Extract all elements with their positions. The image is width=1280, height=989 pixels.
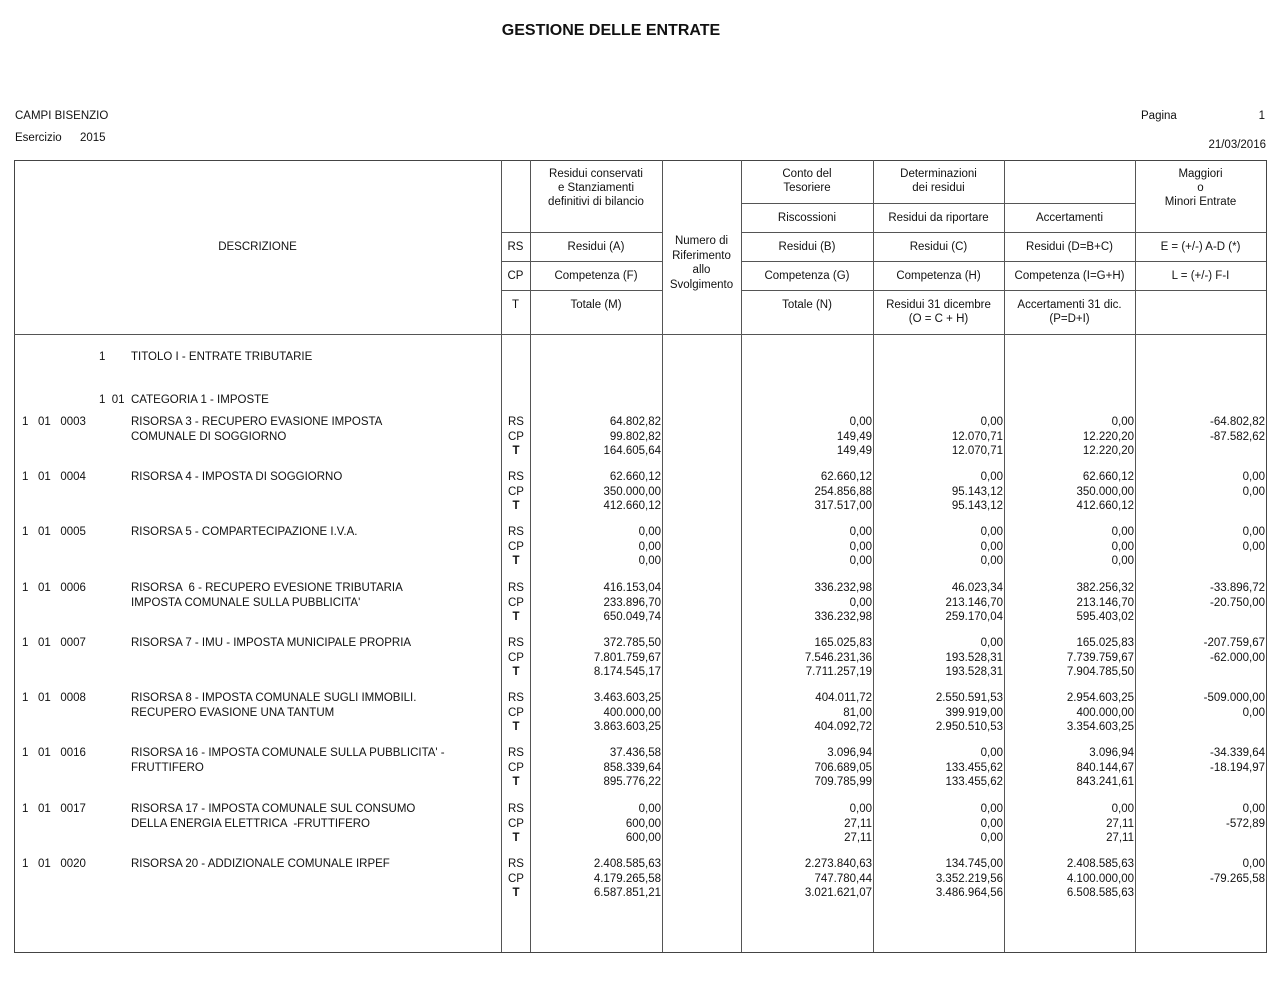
value-d-cp: 213.146,70: [1076, 596, 1134, 609]
value-a-t: 650.049,74: [603, 611, 661, 623]
risorsa-code: 1 01 0007: [22, 637, 86, 649]
value-a-t: 412.660,12: [603, 500, 661, 512]
header-col-d-t: Accertamenti 31 dic. (P=D+I): [1017, 299, 1122, 325]
value-b-cp: 149,49: [836, 430, 872, 443]
value-b-t: 149,49: [836, 445, 872, 457]
value-a-rs: 3.463.603,25: [593, 692, 661, 704]
value-b-t: 709.785,99: [814, 776, 872, 788]
risorsa-description: RISORSA 4 - IMPOSTA DI SOGGIORNO: [131, 471, 343, 483]
value-a-rs: 372.785,50: [603, 637, 661, 649]
row-type-t: T: [512, 445, 520, 457]
row-type-cp: CP: [508, 430, 524, 443]
header-col-e-group: Maggiori o Minori Entrate: [1164, 168, 1237, 208]
value-a-cp: 99.802,82: [609, 430, 661, 443]
risorsa-description: RISORSA 5 - COMPARTECIPAZIONE I.V.A.: [131, 526, 358, 538]
value-d-t: 27,11: [1106, 832, 1134, 844]
value-b-t: 336.232,98: [814, 611, 872, 623]
value-c-cp: 193.528,31: [945, 651, 1003, 664]
risorsa-code: 1 01 0016: [22, 747, 86, 759]
value-e-rs: 0,00: [1242, 471, 1265, 483]
row-type-rs: RS: [508, 471, 524, 483]
value-b-rs: 2.273.840,63: [804, 858, 872, 870]
header-col-c-t: Residui 31 dicembre (O = C + H): [886, 299, 991, 325]
value-c-t: 0,00: [980, 832, 1003, 844]
value-b-cp: 27,11: [844, 817, 872, 830]
titolo-label: TITOLO I - ENTRATE TRIBUTARIE: [131, 351, 313, 363]
header-line: [741, 290, 1266, 291]
risorsa-code: 1 01 0020: [22, 858, 86, 870]
header-bottom-line: [14, 334, 1266, 335]
value-b-rs: 404.011,72: [815, 692, 872, 704]
value-a-rs: 64.802,82: [609, 416, 661, 428]
row-type-cp: CP: [508, 540, 524, 553]
value-e-rs: -207.759,67: [1203, 637, 1265, 649]
header-col-b-sub: Riscossioni: [777, 212, 837, 224]
titolo-code: 1: [99, 351, 106, 363]
value-d-t: 412.660,12: [1076, 500, 1134, 512]
value-a-t: 3.863.603,25: [593, 721, 661, 733]
risorsa-code: 1 01 0006: [22, 582, 86, 594]
value-b-rs: 62.660,12: [820, 471, 872, 483]
report-date: 21/03/2016: [1208, 139, 1266, 151]
value-b-rs: 336.232,98: [814, 582, 872, 594]
header-col-d-cp: Competenza (I=G+H): [1014, 270, 1125, 282]
value-c-t: 95.143,12: [951, 500, 1003, 512]
value-d-cp: 0,00: [1111, 540, 1134, 553]
value-a-rs: 62.660,12: [609, 471, 661, 483]
risorsa-description: COMUNALE DI SOGGIORNO: [131, 430, 287, 443]
value-c-cp: 213.146,70: [945, 596, 1003, 609]
row-type-t: T: [512, 721, 520, 733]
value-d-rs: 2.408.585,63: [1066, 858, 1134, 870]
value-c-t: 133.455,62: [945, 776, 1003, 788]
entity-name: CAMPI BISENZIO: [15, 110, 109, 122]
row-type-rs: RS: [508, 637, 524, 649]
header-line: [501, 261, 662, 262]
header-rs: RS: [507, 241, 524, 253]
header-col-d-sub: Accertamenti: [1035, 212, 1104, 224]
value-a-cp: 858.339,64: [603, 761, 661, 774]
header-col-c-cp: Competenza (H): [896, 270, 981, 282]
value-c-rs: 0,00: [980, 416, 1003, 428]
value-e-rs: -33.896,72: [1210, 582, 1265, 594]
value-e-cp: -62.000,00: [1210, 651, 1265, 664]
value-c-rs: 0,00: [980, 471, 1003, 483]
value-c-cp: 0,00: [980, 817, 1003, 830]
risorsa-description: FRUTTIFERO: [131, 761, 204, 774]
value-a-rs: 2.408.585,63: [593, 858, 661, 870]
value-c-cp: 12.070,71: [951, 430, 1003, 443]
value-b-t: 7.711.257,19: [805, 666, 872, 678]
value-e-rs: 0,00: [1242, 526, 1265, 538]
value-c-rs: 0,00: [980, 526, 1003, 538]
risorsa-code: 1 01 0017: [22, 803, 86, 815]
header-t: T: [511, 299, 520, 311]
value-c-cp: 399.919,00: [945, 706, 1003, 719]
value-c-cp: 0,00: [980, 540, 1003, 553]
row-type-rs: RS: [508, 526, 524, 538]
value-b-t: 27,11: [844, 832, 872, 844]
value-d-rs: 165.025,83: [1076, 637, 1134, 649]
header-col-a-group: Residui conservati e Stanziamenti definitivi di bilancio: [548, 168, 644, 208]
value-e-cp: -20.750,00: [1210, 596, 1265, 609]
row-type-cp: CP: [508, 817, 524, 830]
value-c-t: 0,00: [980, 555, 1003, 567]
value-a-rs: 37.436,58: [609, 747, 661, 759]
value-c-rs: 2.550.591,53: [935, 692, 1003, 704]
value-a-rs: 0,00: [638, 803, 661, 815]
value-a-rs: 0,00: [638, 526, 661, 538]
row-type-t: T: [512, 611, 520, 623]
categoria-code: 1 01: [99, 394, 125, 406]
value-a-cp: 7.801.759,67: [593, 651, 661, 664]
value-e-cp: 0,00: [1242, 485, 1265, 498]
esercizio-label: Esercizio: [15, 132, 62, 144]
value-a-t: 600,00: [625, 832, 661, 844]
row-type-rs: RS: [508, 582, 524, 594]
categoria-label: CATEGORIA 1 - IMPOSTE: [131, 394, 269, 406]
value-d-t: 0,00: [1111, 555, 1134, 567]
risorsa-description: DELLA ENERGIA ELETTRICA -FRUTTIFERO: [131, 817, 370, 830]
row-type-rs: RS: [508, 858, 524, 870]
header-line: [501, 290, 662, 291]
value-a-cp: 400.000,00: [603, 706, 661, 719]
value-b-rs: 0,00: [849, 526, 872, 538]
value-d-t: 7.904.785,50: [1066, 666, 1134, 678]
value-c-cp: 133.455,62: [945, 761, 1003, 774]
value-d-rs: 0,00: [1111, 526, 1134, 538]
value-c-t: 193.528,31: [945, 666, 1003, 678]
value-e-cp: -18.194,97: [1210, 761, 1265, 774]
risorsa-description: RISORSA 7 - IMU - IMPOSTA MUNICIPALE PROPRIA: [131, 637, 412, 649]
risorsa-description: IMPOSTA COMUNALE SULLA PUBBLICITA': [131, 596, 361, 609]
value-d-t: 6.508.585,63: [1066, 887, 1134, 899]
header-line: [501, 232, 662, 233]
value-e-cp: 0,00: [1242, 540, 1265, 553]
header-col-a-cp: Competenza (F): [554, 270, 638, 282]
risorsa-code: 1 01 0003: [22, 416, 86, 428]
risorsa-description: RISORSA 6 - RECUPERO EVESIONE TRIBUTARIA: [131, 582, 403, 594]
value-d-cp: 840.144,67: [1076, 761, 1134, 774]
value-d-cp: 12.220,20: [1082, 430, 1134, 443]
value-b-t: 317.517,00: [814, 500, 872, 512]
row-type-cp: CP: [508, 651, 524, 664]
row-type-t: T: [512, 832, 520, 844]
row-type-rs: RS: [508, 747, 524, 759]
page-label: Pagina: [1141, 110, 1177, 122]
value-e-cp: 0,00: [1242, 706, 1265, 719]
value-a-t: 895.776,22: [603, 776, 661, 788]
value-d-rs: 3.096,94: [1089, 747, 1134, 759]
row-type-cp: CP: [508, 706, 524, 719]
header-cp: CP: [507, 270, 524, 282]
risorsa-description: RISORSA 8 - IMPOSTA COMUNALE SUGLI IMMOBILI.: [131, 692, 417, 704]
value-a-t: 0,00: [638, 555, 661, 567]
header-col-b-group: Conto del Tesoriere: [782, 168, 832, 194]
header-col-b-cp: Competenza (G): [764, 270, 850, 282]
value-b-rs: 165.025,83: [814, 637, 872, 649]
header-col-a-rs: Residui (A): [567, 241, 625, 253]
value-c-t: 259.170,04: [945, 611, 1003, 623]
value-d-t: 595.403,02: [1076, 611, 1134, 623]
value-e-rs: -509.000,00: [1203, 692, 1265, 704]
row-type-t: T: [512, 555, 520, 567]
value-e-rs: 0,00: [1242, 858, 1265, 870]
value-b-rs: 0,00: [849, 803, 872, 815]
row-type-t: T: [512, 776, 520, 788]
value-b-t: 404.092,72: [814, 721, 872, 733]
row-type-cp: CP: [508, 596, 524, 609]
value-a-cp: 350.000,00: [603, 485, 661, 498]
row-type-t: T: [512, 887, 520, 899]
value-e-cp: -572,89: [1225, 817, 1265, 830]
value-d-rs: 0,00: [1111, 803, 1134, 815]
value-c-t: 2.950.510,53: [935, 721, 1003, 733]
value-c-rs: 46.023,34: [951, 582, 1003, 594]
header-col-c-sub: Residui da riportare: [888, 212, 989, 224]
header-line: [741, 232, 1266, 233]
value-d-rs: 382.256,32: [1076, 582, 1134, 594]
header-col-d-rs: Residui (D=B+C): [1026, 241, 1113, 253]
header-col-a-t: Totale (M): [570, 299, 622, 311]
row-type-cp: CP: [508, 872, 524, 885]
value-b-t: 3.021.621,07: [804, 887, 872, 899]
value-e-rs: 0,00: [1242, 803, 1265, 815]
value-a-t: 164.605,64: [603, 445, 661, 457]
value-a-cp: 0,00: [638, 540, 661, 553]
value-b-cp: 81,00: [843, 706, 872, 719]
header-col-c-group: Determinazioni dei residui: [900, 168, 977, 194]
value-b-cp: 706.689,05: [814, 761, 872, 774]
value-e-rs: -64.802,82: [1210, 416, 1265, 428]
value-e-rs: -34.339,64: [1210, 747, 1265, 759]
value-d-rs: 62.660,12: [1082, 471, 1134, 483]
value-a-t: 8.174.545,17: [593, 666, 661, 678]
value-c-cp: 95.143,12: [951, 485, 1003, 498]
esercizio-value: 2015: [80, 132, 106, 144]
header-col-b-rs: Residui (B): [778, 241, 836, 253]
value-a-cp: 233.896,70: [603, 596, 661, 609]
value-d-t: 12.220,20: [1082, 445, 1134, 457]
value-b-cp: 7.546.231,36: [804, 651, 872, 664]
value-d-cp: 400.000,00: [1076, 706, 1134, 719]
value-b-cp: 0,00: [849, 596, 872, 609]
value-a-cp: 4.179.265,58: [593, 872, 661, 885]
risorsa-description: RISORSA 16 - IMPOSTA COMUNALE SULLA PUBBLICITA' -: [131, 747, 445, 759]
header-line: [741, 261, 1266, 262]
header-col-e-rs: E = (+/-) A-D (*): [1160, 241, 1241, 253]
row-type-rs: RS: [508, 803, 524, 815]
value-b-rs: 3.096,94: [827, 747, 872, 759]
header-col-num: Numero di Riferimento allo Svolgimento: [669, 235, 734, 291]
row-type-t: T: [512, 500, 520, 512]
row-type-cp: CP: [508, 761, 524, 774]
risorsa-code: 1 01 0004: [22, 471, 86, 483]
value-e-cp: -87.582,62: [1210, 430, 1265, 443]
page-number: 1: [1258, 110, 1265, 122]
value-b-t: 0,00: [849, 555, 872, 567]
value-d-rs: 2.954.603,25: [1066, 692, 1134, 704]
row-type-t: T: [512, 666, 520, 678]
value-d-cp: 7.739.759,67: [1066, 651, 1134, 664]
header-descrizione: DESCRIZIONE: [218, 241, 297, 253]
value-c-rs: 0,00: [980, 747, 1003, 759]
risorsa-description: RISORSA 17 - IMPOSTA COMUNALE SUL CONSUMO: [131, 803, 416, 815]
value-c-t: 3.486.964,56: [935, 887, 1003, 899]
risorsa-description: RISORSA 20 - ADDIZIONALE COMUNALE IRPEF: [131, 858, 390, 870]
value-d-t: 3.354.603,25: [1066, 721, 1134, 733]
value-d-cp: 350.000,00: [1076, 485, 1134, 498]
risorsa-description: RISORSA 3 - RECUPERO EVASIONE IMPOSTA: [131, 416, 383, 428]
value-c-cp: 3.352.219,56: [935, 872, 1003, 885]
header-col-b-t: Totale (N): [782, 299, 832, 311]
value-a-rs: 416.153,04: [603, 582, 661, 594]
value-a-t: 6.587.851,21: [593, 887, 661, 899]
value-d-rs: 0,00: [1111, 416, 1134, 428]
value-c-t: 12.070,71: [951, 445, 1003, 457]
header-col-c-rs: Residui (C): [909, 241, 968, 253]
row-type-cp: CP: [508, 485, 524, 498]
risorsa-code: 1 01 0005: [22, 526, 86, 538]
value-b-cp: 0,00: [849, 540, 872, 553]
value-c-rs: 0,00: [980, 637, 1003, 649]
value-a-cp: 600,00: [625, 817, 661, 830]
value-b-rs: 0,00: [849, 416, 872, 428]
value-d-t: 843.241,61: [1076, 776, 1134, 788]
value-c-rs: 134.745,00: [945, 858, 1003, 870]
value-c-rs: 0,00: [980, 803, 1003, 815]
report-title: GESTIONE DELLE ENTRATE: [501, 22, 721, 39]
risorsa-code: 1 01 0008: [22, 692, 86, 704]
row-type-rs: RS: [508, 416, 524, 428]
header-col-e-cp: L = (+/-) F-I: [1171, 270, 1230, 282]
row-type-rs: RS: [508, 692, 524, 704]
value-d-cp: 4.100.000,00: [1066, 872, 1134, 885]
value-d-cp: 27,11: [1106, 817, 1134, 830]
value-e-cp: -79.265,58: [1210, 872, 1265, 885]
value-b-cp: 254.856,88: [814, 485, 872, 498]
header-line: [741, 203, 1135, 204]
risorsa-description: RECUPERO EVASIONE UNA TANTUM: [131, 706, 335, 719]
value-b-cp: 747.780,44: [814, 872, 872, 885]
